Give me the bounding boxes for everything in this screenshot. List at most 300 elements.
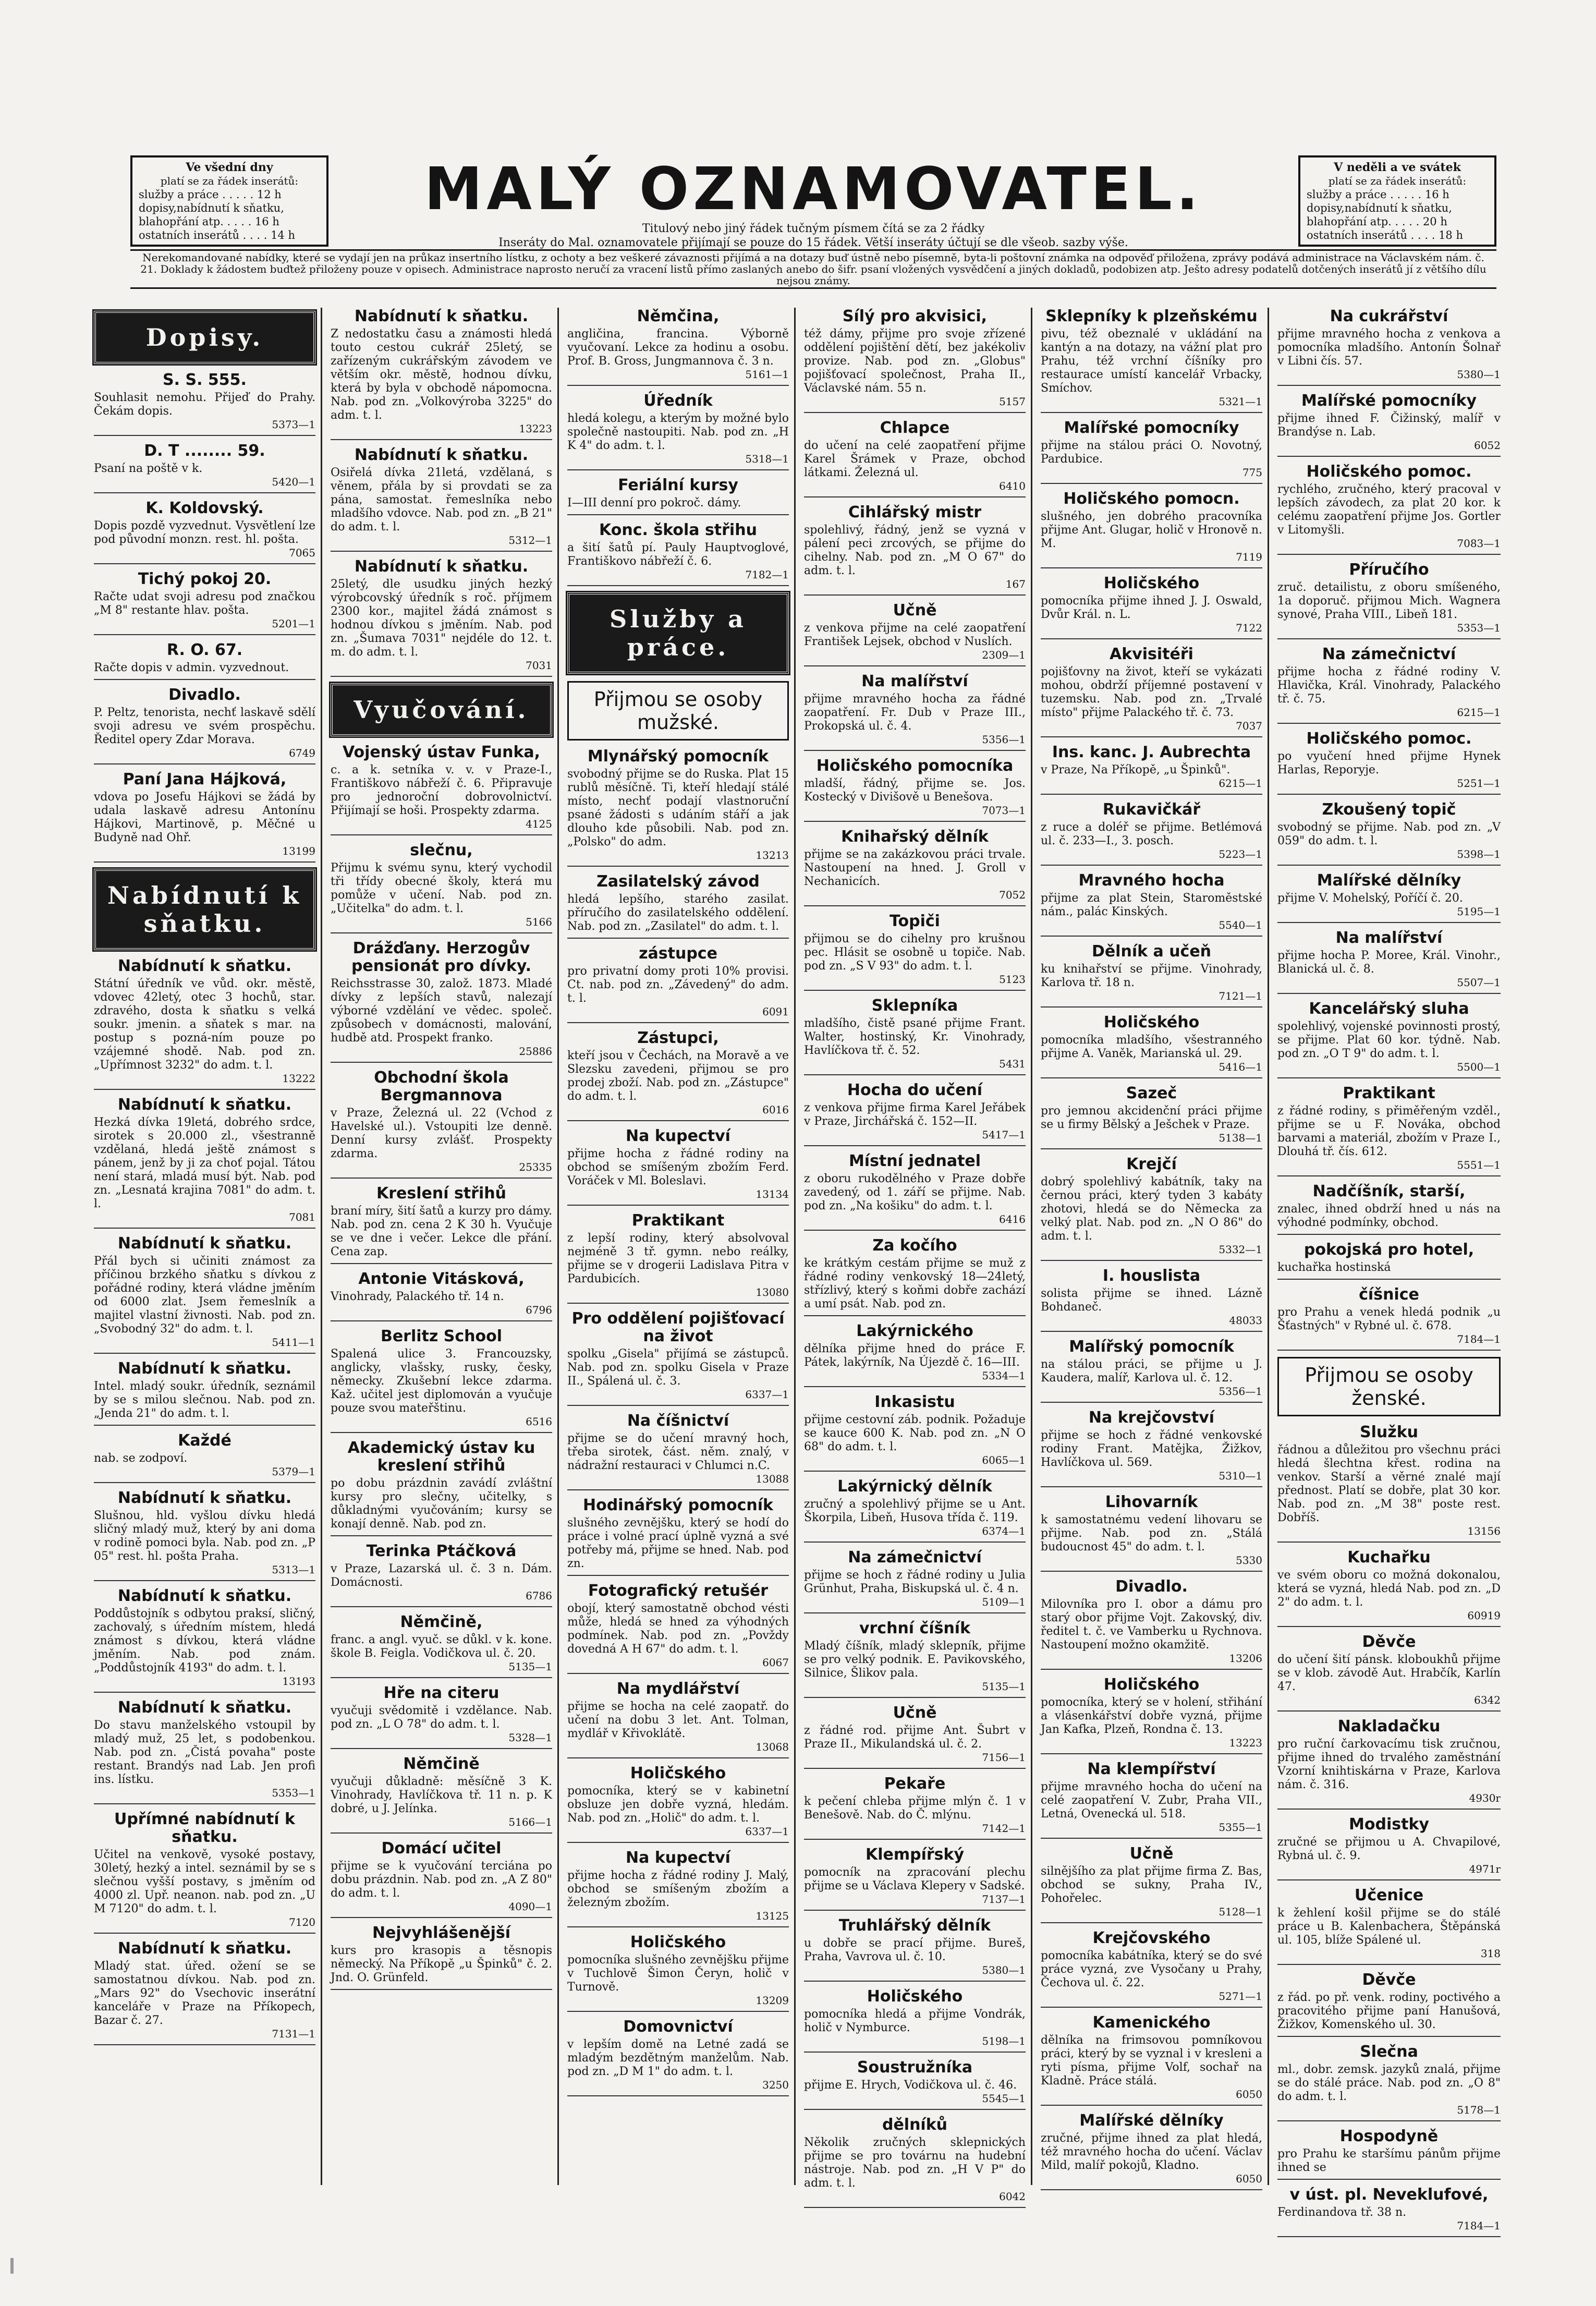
rate-line: dopisy,nabídnutí k sňatku,: [139, 202, 284, 214]
ad-text: přijme hocha P. Moree, Král. Vinohr., Blanická ul. č. 8.: [1277, 949, 1501, 976]
classified-ad: [1277, 2043, 1501, 2121]
ad-number: 6065—1: [982, 1454, 1026, 1466]
classified-ad: [1041, 1085, 1262, 1149]
ad-number: 5353—1: [1457, 622, 1501, 634]
ad-text: ve svém oboru co možná dokonalou, která se vyzná, hledá Nab. pod zn. „D 2" do adm. t. l.: [1277, 1569, 1501, 1609]
ad-heading: Chlapce: [880, 419, 950, 437]
ad-number: 13206: [1229, 1652, 1262, 1665]
ad-text: v Praze, Na Příkopě, „u Špinků".: [1041, 763, 1230, 776]
ad-number: 5271—1: [1219, 1990, 1262, 2002]
classified-ad: [94, 442, 315, 493]
column-4: [799, 307, 1032, 2203]
classified-ad: [804, 1082, 1026, 1146]
ad-text: obojí, který samostatně obchod vésti může, hledá se hned za výhodných podmínek. Nab. pod zn. „Povždy dovedná A H 67" do adm. t. l.: [567, 1602, 789, 1656]
ad-number: 5223—1: [1219, 848, 1262, 860]
ad-number: 5138—1: [1219, 1132, 1262, 1144]
ad-heading: Hospodyně: [1339, 2127, 1439, 2145]
ad-text: slušného, jen dobrého pracovníka přijme Ant. Glugar, holič v Hronově n. M.: [1041, 510, 1262, 550]
ad-heading: Nabídnutí k sňatku.: [117, 1587, 292, 1605]
ad-text: zručné se přijmou u A. Chvapilové, Rybná ul. č. 9.: [1277, 1836, 1501, 1862]
ad-number: 5332—1: [1219, 1243, 1262, 1256]
classified-ad: [331, 1069, 552, 1179]
classified-ad: [94, 1940, 315, 2045]
ad-heading: Na zámečnictví: [848, 1548, 982, 1567]
ad-heading: Akademický ústav ku kreslení střihů: [347, 1439, 535, 1475]
classified-ad: [804, 1917, 1026, 1982]
classified-ad: [1041, 308, 1262, 413]
classified-ad: [1041, 1929, 1262, 2008]
ad-text: přijme se hoch z řádné venkovské rodiny Frant. Matějka, Žižkov, Havlíčkova ul. 569.: [1041, 1429, 1262, 1469]
ad-number: 5135—1: [982, 1680, 1026, 1693]
ad-number: 5380—1: [982, 1964, 1026, 1976]
ad-heading: Holičského: [630, 1933, 726, 1951]
ad-heading: Klempířský: [865, 1846, 965, 1864]
ad-text: Mladý číšník, mladý sklepník, přijme se pro velký podnik. E. Pavikovského, Silnice, Šlikov pala.: [804, 1640, 1026, 1680]
ad-text: Dopis pozdě vyzvednut. Vysvětlení lze pod původní monzn. rest. hl. pošta.: [94, 519, 315, 546]
ad-number: 6050: [1236, 2173, 1262, 2185]
classified-ad: [1277, 308, 1501, 386]
ad-text: pro privatní domy proti 10% provisi. Ct. nab. pod zn. „Závedený" do adm. t. l.: [567, 965, 789, 1005]
ad-heading: Slečna: [1360, 2043, 1418, 2061]
ad-heading: Úředník: [643, 392, 713, 410]
ad-text: Milovníka pro I. obor a dámu pro starý obor přijme Vojt. Zakovský, div. ředitel t. č. ve Vamberku u Rychnova. Nastoupení možno okamžitě.: [1041, 1598, 1262, 1652]
ad-text: Ferdinandova tř. 38 n.: [1277, 2206, 1407, 2219]
ad-heading: Nadčíšník, starší,: [1312, 1182, 1466, 1200]
ad-heading: Vojenský ústav Funka,: [342, 743, 541, 761]
column-3: [562, 308, 796, 2185]
ad-columns: [89, 307, 1507, 2232]
ad-number: 5123: [999, 973, 1026, 986]
classified-ad: [804, 828, 1026, 906]
ad-text: přijme hocha z řádné rodiny V. Hlavička, Král. Vinohrady, Palackého tř. č. 75.: [1277, 665, 1501, 706]
ad-text: z venkova přijme na celé zaopatření František Lejsek, obchod v Nuslích.: [804, 622, 1026, 648]
classified-ad: [804, 419, 1026, 497]
ad-number: 5545—1: [982, 2092, 1026, 2105]
ad-text: přijme se hoch z řádné rodiny u Julia Grünhut, Praha, Biskupská ul. č. 4 n.: [804, 1569, 1026, 1595]
ad-number: 13080: [756, 1286, 789, 1298]
holiday-rates-box: [1298, 155, 1496, 247]
page-edge-mark: [10, 2258, 14, 2274]
ad-number: 167: [1005, 578, 1026, 590]
ad-heading: Děvče: [1362, 1971, 1416, 1989]
classified-ad: [331, 1840, 552, 1918]
ad-heading: Cihlářský mistr: [848, 503, 982, 521]
ad-text: přijme ihned F. Čižinský, malíř v Brandýse n. Lab.: [1277, 412, 1501, 439]
ad-text: Přijmu k svému synu, který vychodil tři třídy obecné školy, která mu pomůže v učení. Nab. pod zn. „Učitelka" do adm. t. l.: [331, 861, 552, 915]
ad-number: 7120: [289, 1916, 315, 1928]
ad-text: přijme na stálou práci O. Novotný, Pardubice.: [1041, 439, 1262, 466]
classified-ad: [804, 1393, 1026, 1472]
rates-title: Ve všední dny: [186, 161, 273, 174]
ad-heading: Sklepníka: [871, 997, 958, 1015]
ad-number: 6374—1: [982, 1525, 1026, 1537]
ad-heading: Krejčí: [1126, 1155, 1177, 1173]
ad-text: Vinohrady, Palackého tř. 14 n.: [331, 1290, 504, 1303]
ad-text: Hezká dívka 19letá, dobrého srdce, sirotek s 20.000 zl., všestranně vzdělaná, hledá ještě známost s pánem, jenž by ji za choť pojal. Tátou není stará, mladá musí být. Nab. pod zn. „Lesnatá krajina 7081" do adm. t. l.: [94, 1116, 315, 1210]
ad-number: 5355—1: [1219, 1821, 1262, 1834]
classified-ad: [567, 1212, 789, 1304]
ad-number: 6416: [999, 1213, 1026, 1225]
ad-heading: Na mydlářství: [616, 1680, 740, 1698]
classified-ad: [94, 771, 315, 863]
ad-text: pomocníka hledá a přijme Vondrák, holič v Nymburce.: [804, 2008, 1026, 2034]
classified-ad: [1041, 575, 1262, 639]
ad-text: a šití šatů pí. Pauly Hauptvoglové, Františkovo nábřeží č. 6.: [567, 541, 789, 568]
ad-text: po dobu prázdnin zavádí zvláštní kursy pro slečny, učitelky, s důkladnými vyučováním; kursy se konají denně. Nab. pod zn.: [331, 1477, 552, 1531]
ad-text: Intel. mladý soukr. úředník, seznámil by se s milou slečnou. Nab. pod zn. „Jenda 21" do adm. t. l.: [94, 1380, 315, 1420]
ad-text: k samostatnému vedení lihovaru se přijme. Nab. pod zn. „Stálá budoucnost 45" do adm. t. l.: [1041, 1513, 1262, 1553]
ad-number: 5353—1: [272, 1787, 315, 1799]
rate-line: dopisy,nabídnutí k sňatku,: [1307, 202, 1452, 214]
ad-heading: Antonie Vitásková,: [358, 1270, 525, 1288]
ad-heading: Pro oddělení pojišťovací na život: [571, 1309, 785, 1345]
classified-ad: [1277, 1000, 1501, 1078]
classified-ad: [331, 1185, 552, 1264]
classified-ad: [1277, 801, 1501, 866]
ad-text: v Praze, Lazarská ul. č. 3 n. Dám. Domácnosti.: [331, 1562, 552, 1589]
ad-number: 6337—1: [745, 1825, 789, 1838]
classified-ad: [1041, 801, 1262, 866]
ad-text: zručný a spolehlivý přijme se u Ant. Škorpila, Libeň, Husova třída č. 119.: [804, 1498, 1026, 1524]
ad-heading: Kamenického: [1092, 2013, 1211, 2032]
classified-ad: [331, 744, 552, 835]
ad-number: 7184—1: [1457, 1333, 1501, 1345]
ad-text: přijme se k vyučování terciána po dobu prázdnin. Nab. pod zn. „A Z 80" do adm. t. l.: [331, 1860, 552, 1900]
classified-ad: [567, 1310, 789, 1406]
ad-text: z oboru rukodělného v Praze dobře zavedený, od 1. září se přijme. Nab. pod zn. „Na košiku" do adm. t. l.: [804, 1172, 1026, 1212]
ad-heading: Na krejčovství: [1088, 1409, 1215, 1427]
ad-text: znalec, ihned obdrží hned u nás na výhodné podmínky, obchod.: [1277, 1203, 1501, 1229]
ad-number: 4090—1: [508, 1900, 552, 1913]
ad-number: 5312—1: [508, 534, 552, 547]
ad-number: 5161—1: [745, 368, 789, 381]
ad-number: 6796: [526, 1304, 552, 1316]
ad-heading: v úst. pl. Neveklufové,: [1289, 2186, 1489, 2204]
ad-text: přijme mravného hocha za řádné zaopatření. Fr. Dub v Praze III., Prokopská ul. č. 4.: [804, 693, 1026, 733]
ad-text: hledá lepšího, starého zasilat. příručího do zasilatelského oddělení. Nab. pod zn. „Zasilatel" do adm. t. l.: [567, 893, 789, 933]
ad-number: 6050: [1236, 2088, 1262, 2101]
ad-number: 7052: [999, 889, 1026, 901]
ad-heading: Drážďany. Herzogův pensionát pro dívky.: [351, 939, 532, 975]
classified-ad: [331, 1439, 552, 1536]
section-heading: Přijmou se osoby ženské.: [1277, 1357, 1501, 1416]
ad-number: 5318—1: [745, 453, 789, 465]
classified-ad: [331, 1755, 552, 1834]
ad-number: 5420—1: [272, 476, 315, 488]
ad-number: 4125: [526, 818, 552, 830]
ad-heading: Každé: [178, 1431, 232, 1450]
ad-heading: Nabídnutí k sňatku.: [117, 1234, 292, 1253]
ad-text: pomocníka, který se v kabinetní obsluze jen dobře vyzná, hledám. Nab. pod zn. „Holič" do adm. t. l.: [567, 1785, 789, 1825]
ad-number: 5330: [1236, 1554, 1262, 1567]
classified-ad: [804, 2116, 1026, 2208]
classified-ad: [94, 957, 315, 1090]
ad-heading: Učně: [893, 601, 937, 620]
ad-heading: Inkasistu: [874, 1393, 955, 1411]
ad-text: pojišťovny na život, kteří se vykázati mohou, obdrží příjemné postavení v tuzemsku. Nab. pod zn. „Trvalé místo" přijme Palackého tř. č. 73.: [1041, 665, 1262, 719]
ad-number: 7083—1: [1457, 537, 1501, 550]
ad-number: 13088: [756, 1473, 789, 1485]
ad-text: pomocníka slušného zevnějšku přijme v Tuchlově Šimon Čeryn, holič v Turnově.: [567, 1953, 789, 1994]
ad-number: 5431: [999, 1058, 1026, 1070]
ad-heading: Sílý pro akvisici,: [842, 307, 988, 325]
ad-text: u dobře se prací přijme. Bureš, Praha, Vavrova ul. č. 10.: [804, 1937, 1026, 1963]
ad-heading: Divadlo.: [168, 686, 241, 704]
classified-ad: [1277, 1241, 1501, 1280]
classified-ad: [804, 1846, 1026, 1911]
ad-text: spolehlivý, řádný, jenž se vyzná v pálení peci zrcových, se přijme do cihelny. Nab. pod zn. „M O 67" do adm. t. l.: [804, 524, 1026, 577]
ad-text: Mladý stat. úřed. ožení se se samostatnou dívkou. Nab. pod zn. „Mars 92" do Vsechovic inserátní kanceláře v Praze na Příkopech, Bazar č. 27.: [94, 1960, 315, 2027]
ad-number: 5507—1: [1457, 976, 1501, 989]
classified-ad: [94, 571, 315, 635]
ad-text: přijme hocha z řádné rodiny J. Malý, obchod se smíšeným zbožím a železným zbožím.: [567, 1869, 789, 1909]
ad-text: zruč. detailistu, z oboru smíšeného, 1a doporuč. přijmou Mich. Wagnera synové, Praha VIII., Libeň 181.: [1277, 581, 1501, 621]
rate-line: blahopřání atp. . . . . 20 h: [1307, 215, 1447, 228]
classified-ad: [94, 641, 315, 680]
ad-text: pro Prahu ke staršímu pánům přijme ihned se: [1277, 2147, 1501, 2174]
ad-text: přijme se hocha na celé zaopatř. do učení na dobu 3 let. Ant. Tolman, mydlář v Křivoklátě.: [567, 1700, 789, 1740]
ad-text: Souhlasit nemohu. Přijeď do Prahy. Čekám dopis.: [94, 391, 315, 418]
ad-number: 6410: [999, 480, 1026, 492]
classified-ad: [567, 1765, 789, 1843]
ad-number: 5201—1: [272, 617, 315, 630]
ad-text: pro ruční čarkovacímu tisk zručnou, přijme ihned do trvalého zaměstnání Vzorní knihtiskárna v Praze, Karlova nám. č. 316.: [1277, 1738, 1501, 1791]
ad-number: 5356—1: [1219, 1385, 1262, 1398]
ad-heading: Příručího: [1349, 561, 1429, 579]
ad-text: vyučuji svědomitě i vzdělance. Nab. pod zn. „L O 78" do adm. t. l.: [331, 1704, 552, 1731]
ad-number: 7122: [1236, 622, 1262, 634]
ad-text: svobodný se přijme. Nab. pod zn. „V 059" do adm. t. l.: [1277, 821, 1501, 847]
classified-ad: [1041, 744, 1262, 795]
ad-text: ml., dobr. zemsk. jazyků znalá, přijme se do stálé práce. Nab. pod zn. „O 8" do adm. t. l.: [1277, 2063, 1501, 2103]
ad-number: 13193: [282, 1675, 315, 1688]
rates-subtitle: platí se za řádek inserátů:: [1328, 175, 1467, 187]
ad-text: v Praze, Železná ul. 22 (Vchod z Havelské ul.). Vstoupiti lze denně. Denní kursy zvlášť. Prospekty zdarma.: [331, 1107, 552, 1160]
ad-heading: Berlitz School: [380, 1327, 503, 1345]
ad-heading: Nakladačku: [1337, 1717, 1441, 1735]
ad-text: c. a k. setníka v. v. v Praze-I., Františkovo nábřeží č. 6. Připravuje pro jednoroční dobrovolnictví. Přijímají se hoši. Prospekty zdarma.: [331, 763, 552, 817]
ad-heading: Praktikant: [1343, 1084, 1435, 1102]
ad-text: Učitel na venkově, vysoké postavy, 30letý, hezký a intel. seznámil by se s slečnou vyšší postavy, s jměním od 4000 zl. Upř. neanon. nab. pod zn. „U M 7120" do adm. t. l.: [94, 1848, 315, 1915]
ad-text: vyučuji důkladně: měsíčně 3 K. Vinohrady, Havlíčkova tř. 11 n. p. K dobré, u J. Jelínka.: [331, 1775, 552, 1815]
ad-text: Račte udat svoji adresu pod značkou „M 8" restante hlav. pošta.: [94, 590, 315, 617]
classified-ad: [94, 1360, 315, 1426]
ad-heading: Na klempířství: [1087, 1760, 1216, 1778]
ad-heading: pokojská pro hotel,: [1303, 1241, 1475, 1259]
ad-text: k pečení chleba přijme mlýn č. 1 v Benešově. Nab. do Č. mlýnu.: [804, 1795, 1026, 1822]
ad-number: 3250: [762, 2079, 789, 2091]
classified-ad: [1277, 1424, 1501, 1543]
ad-number: 5356—1: [982, 733, 1026, 746]
ad-heading: Holičského: [1103, 1676, 1200, 1694]
ad-number: 60919: [1467, 1609, 1501, 1622]
classified-ad: [1041, 2014, 1262, 2106]
ad-heading: Sazeč: [1126, 1084, 1177, 1102]
ad-number: 7131—1: [272, 2028, 315, 2040]
classified-ad: [804, 1704, 1026, 1769]
classified-ad: [804, 504, 1026, 596]
ad-heading: Sklepníky k plzeňskému: [1045, 307, 1258, 325]
category-heading: Služby a práce.: [567, 592, 789, 674]
ad-number: 7184—1: [1457, 2219, 1501, 2232]
ad-text: angličina, francina. Výborně vyučovaní. Lekce za hodinu a osobu. Prof. B. Gross, Jungmannova č. 3 n.: [567, 327, 789, 368]
ad-number: 5313—1: [272, 1563, 315, 1576]
ad-text: Do stavu manželského vstoupil by mladý muž, 25 let, s podobenkou. Nab. pod zn. „Čistá povaha" poste restant. Brandýs nad Lab. Jen profi ins. lístku.: [94, 1719, 315, 1786]
ad-text: dělníka na frimsovou pomníkovou práci, který by se vyznal i v kresleni a ryti písma, přijme Volf, sochař na Kladně. Práce stálá.: [1041, 2034, 1262, 2087]
ad-heading: D. T ........ 59.: [144, 442, 265, 460]
classified-ad: [567, 308, 789, 386]
ad-number: 2309—1: [982, 649, 1026, 661]
classified-ad: [1277, 646, 1501, 724]
ad-number: 13134: [756, 1188, 789, 1200]
ad-text: dělníka přijme hned do práce F. Pátek, lakýrník, Na Újezdě č. 16—III.: [804, 1342, 1026, 1369]
classified-ad: [1277, 1286, 1501, 1351]
ad-text: pomocníka přijme ihned J. J. Oswald, Dvůr Král. n. L.: [1041, 594, 1262, 621]
classified-ad: [1277, 1971, 1501, 2037]
ad-text: spolehlivý, vojenské povinnosti prostý, se přijme. Plat 60 kor. týdně. Nab. pod zn. „O T 9" do adm. t. l.: [1277, 1020, 1501, 1060]
classified-ad: [567, 1582, 789, 1674]
classified-ad: [1277, 463, 1501, 555]
ad-text: Reichsstrasse 30, založ. 1873. Mladé dívky z lepších stavů, nalezají výborné vzdělání ve vědec. společ. způsobech v domácnosti, malování, hudbě atd. Prospekt franko.: [331, 977, 552, 1045]
ad-text: přijme se na zakázkovou práci trvale. Nastoupení na hned. J. Groll v Nechanicích.: [804, 848, 1026, 888]
ad-heading: Mravného hocha: [1078, 871, 1225, 890]
ad-text: rychlého, zručného, který pracoval v lepších závodech, za plat 20 kor. k celému zaopatření přijme Jos. Gortler v Litomyšli.: [1277, 483, 1501, 537]
rates-title: V neděli a ve svátek: [1334, 161, 1461, 174]
ad-heading: Nabídnutí k sňatku.: [117, 1360, 292, 1378]
ad-heading: Na malířství: [1335, 929, 1443, 947]
ad-text: pivu, též obeznalé v ukládání na kantýn a na dotazy, na vážní plat pro Prahu, též vrchní číšníky pro restaurace umístí kancelář Vrbacky, Smíchov.: [1041, 327, 1262, 395]
ad-text: přijme E. Hrych, Vodičkova ul. č. 46.: [804, 2079, 1017, 2092]
ad-heading: Truhlářský dělník: [838, 1916, 991, 1935]
ad-number: 5198—1: [982, 2035, 1026, 2047]
ad-text: braní míry, šití šatů a kurzy pro dámy. Nab. pod zn. cena 2 K 30 h. Vyučuje se ve dne i večer. Lekce dle přání. Cena zap.: [331, 1205, 552, 1258]
classified-ad: [804, 1549, 1026, 1613]
ad-heading: Za kočího: [872, 1236, 957, 1255]
classified-ad: [804, 673, 1026, 751]
ad-text: vdova po Josefu Hájkovi se žádá by udala laskavě adresu Antonínu Hájkovi, Martinově, p. Měčné u Budyně nad Ohř.: [94, 791, 315, 844]
category-heading: Vyučování.: [331, 683, 552, 736]
ad-number: 13156: [1467, 1525, 1501, 1537]
ad-heading: Malířské dělníky: [1079, 2111, 1224, 2130]
classified-ad: [331, 446, 552, 552]
classified-ad: [804, 602, 1026, 666]
ad-text: přijme se do učení mravný hoch, třeba sirotek, část. něm. znalý, v nádražní restauraci v Chlumci n.C.: [567, 1432, 789, 1472]
ad-text: silnějšího za plat přijme firma Z. Bas, obchod se sukny, Praha IV., Pohořelec.: [1041, 1865, 1262, 1905]
ad-number: 13222: [282, 1072, 315, 1085]
category-heading: Dopisy.: [94, 311, 315, 364]
ad-text: pomocníka kabátníka, který se do své práce vyzná, zve Vysočany u Prahy, Čechova ul. č. 22.: [1041, 1949, 1262, 1989]
ad-number: 7073—1: [982, 804, 1026, 817]
category-heading: Nabídnutí k sňatku.: [94, 869, 315, 950]
classified-ad: [1041, 1267, 1262, 1332]
ad-number: 5166—1: [508, 1816, 552, 1828]
ad-text: přijme mravného hocha z venkova a pomocníka mladšího. Antonín Šolnař v Libni čís. 57.: [1277, 327, 1501, 368]
classified-ad: [1277, 1549, 1501, 1627]
ad-number: 5500—1: [1457, 1061, 1501, 1073]
classified-ad: [804, 1152, 1026, 1231]
classified-ad: [331, 1613, 552, 1678]
classified-ad: [1041, 2112, 1262, 2190]
ad-heading: Na malířství: [861, 672, 968, 690]
classified-ad: [1041, 872, 1262, 937]
ad-number: 7137—1: [982, 1893, 1026, 1906]
ad-heading: Praktikant: [631, 1211, 725, 1230]
ad-number: 775: [1242, 466, 1262, 479]
ad-number: 5178—1: [1457, 2104, 1501, 2116]
ad-text: P. Peltz, tenorista, nechť laskavě sdělí svoji adresu ve svém prospěchu. Ředitel opery Zdar Morava.: [94, 706, 315, 746]
classified-ad: [94, 1432, 315, 1483]
classified-ad: [804, 1620, 1026, 1698]
rate-line: služby a práce . . . . . 16 h: [1307, 188, 1449, 201]
ad-text: Slušnou, hld. vyšlou dívku hledá sličný mladý muž, který by ani doma v rodině pomoci byla. Nab. pod zn. „P 05" rest. hl. pošta Praha.: [94, 1509, 315, 1563]
classified-ad: [804, 308, 1026, 413]
ad-text: Spalená ulice 3. Francouzsky, anglicky, vlašsky, rusky, česky, německy. Zkušební lekce zdarma. Kaž. učitel jest diplomován a vyučuje pouze svou mateřštinu.: [331, 1348, 552, 1415]
ad-text: pro Prahu a venek hledá podnik „u Šťastných" v Rybné ul. č. 678.: [1277, 1306, 1501, 1332]
ad-number: 6091: [762, 1005, 789, 1018]
ad-text: z řádné rodiny, s přiměřeným vzděl., přijme se u F. Nováka, obchod barvami a materiál, zbožím v Praze I., Dlouhá tř. čís. 612.: [1277, 1105, 1501, 1158]
ad-heading: Holičského: [1103, 574, 1200, 592]
classified-ad: [567, 392, 789, 470]
column-5: [1035, 308, 1269, 2185]
ad-number: 13223: [519, 422, 552, 435]
ad-text: dobrý spolehlivý kabátník, taky na černou práci, který tyden 3 kabáty zhotovi, hledá se do Německa za velký plat. Nab. pod zn. „N O 86" do adm. t. l.: [1041, 1175, 1262, 1243]
ad-number: 5195—1: [1457, 905, 1501, 918]
classified-ad: [331, 308, 552, 440]
classified-ad: [331, 558, 552, 677]
ad-text: Poddůstojník s odbytou praksí, sličný, zachovalý, s úředním místem, hledá známost s dívkou, která vládne jměním. Nab. pod znám. „Poddůstojník 4193" do adm. t. l.: [94, 1607, 315, 1674]
ad-heading: Nabídnutí k sňatku.: [117, 1939, 292, 1958]
ad-text: zručné, přijme ihned za plat hledá, též mravného hocha do učení. Václav Mild, malíř pokojů, Kladno.: [1041, 2132, 1262, 2172]
ad-text: spolku „Gisela" přijímá se zástupců. Nab. pod zn. spolku Gisela v Praze II., Spálená ul. č. 3.: [567, 1348, 789, 1388]
ad-heading: Knihařský dělník: [841, 828, 989, 846]
ad-text: slušného zevnějšku, který se hodí do práce i volné prací úplně vyzná a své potřeby má, přijme se hned. Nab. pod zn.: [567, 1516, 789, 1570]
ad-heading: Ins. kanc. J. Aubrechta: [1052, 743, 1251, 761]
ad-heading: Pekaře: [884, 1775, 946, 1793]
classified-ad: [804, 1237, 1026, 1316]
rate-line: blahopřání atp. . . . . 16 h: [139, 215, 279, 228]
ad-heading: K. Koldovský.: [145, 499, 264, 517]
ad-number: 6337—1: [745, 1388, 789, 1401]
ad-heading: Domovnictví: [623, 2018, 733, 2036]
classified-ad: [1277, 929, 1501, 994]
title-subtitle: Titulový nebo jiný řádek tučným písmem čítá se za 2 řádky: [642, 222, 985, 235]
ad-heading: Nabídnutí k sňatku.: [117, 1698, 292, 1717]
classified-ad: [1277, 1718, 1501, 1810]
ad-text: z venkova přijme firma Karel Jeřábek v Praze, Jirchářská č. 152—II.: [804, 1101, 1026, 1128]
ad-heading: Mlynářský pomocník: [587, 747, 769, 766]
ad-heading: Terinka Ptáčková: [366, 1542, 517, 1560]
ad-number: 6052: [1474, 439, 1501, 452]
rate-line: služby a práce . . . . . 12 h: [139, 188, 282, 201]
ad-number: 6749: [289, 747, 315, 759]
classified-ad: [1041, 1156, 1262, 1261]
classified-ad: [567, 1934, 789, 2012]
ad-number: 7037: [1236, 720, 1262, 732]
ad-heading: vrchní číšník: [859, 1619, 971, 1637]
classified-ad: [567, 1412, 789, 1490]
newspaper-page: [83, 151, 1512, 2232]
classified-ad: [567, 477, 789, 515]
ad-number: 7065: [289, 547, 315, 559]
ad-number: 5310—1: [1219, 1470, 1262, 1482]
weekday-rates-box: [130, 155, 328, 247]
masthead: [83, 151, 1512, 287]
ad-heading: zástupce: [639, 944, 717, 963]
ad-number: 4930r: [1469, 1792, 1501, 1804]
ad-heading: Holičského pomoc.: [1306, 730, 1472, 748]
ad-text: z ruce a doléř se přijme. Betlémová ul. č. 233—I., 3. posch.: [1041, 821, 1262, 847]
ad-number: 48033: [1229, 1314, 1262, 1327]
